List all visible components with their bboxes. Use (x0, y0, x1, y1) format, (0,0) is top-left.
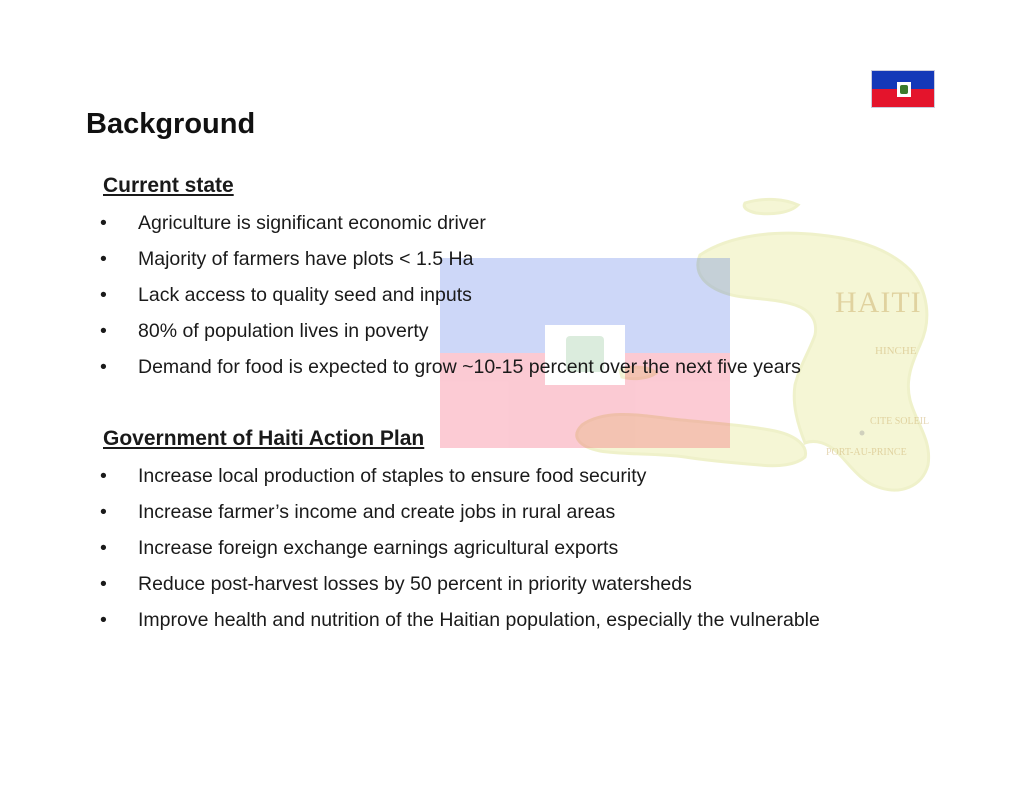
section-heading-current-state: Current state (103, 174, 234, 197)
list-item: • Increase local production of staples to ensure food security (100, 464, 858, 488)
list-item: • Increase foreign exchange earnings agricultural exports (100, 536, 858, 560)
map-label-country: HAITI (835, 286, 922, 319)
list-item: • 80% of population lives in poverty (100, 319, 801, 343)
list-item: • Agriculture is significant economic driver (100, 211, 801, 235)
list-item: • Improve health and nutrition of the Haitian population, especially the vulnerable (100, 608, 858, 632)
list-item: • Demand for food is expected to grow ~10-15 percent over the next five years (100, 355, 801, 379)
haiti-flag-icon (871, 70, 935, 108)
section-heading-action-plan: Government of Haiti Action Plan (103, 427, 425, 450)
list-item: • Majority of farmers have plots < 1.5 Ha (100, 247, 801, 271)
list-item: • Reduce post-harvest losses by 50 percent in priority watersheds (100, 572, 858, 596)
list-item: • Increase farmer’s income and create jobs in rural areas (100, 500, 858, 524)
map-label-port-au-prince: PORT-AU-PRINCE (826, 447, 907, 458)
current-state-list (100, 211, 801, 379)
slide-title: Background (86, 108, 256, 140)
map-label-cite-soleil: CITE SOLEIL (870, 416, 930, 427)
action-plan-list (100, 464, 858, 632)
map-label-hinche: HINCHE (875, 345, 917, 357)
list-item: • Lack access to quality seed and inputs (100, 283, 801, 307)
